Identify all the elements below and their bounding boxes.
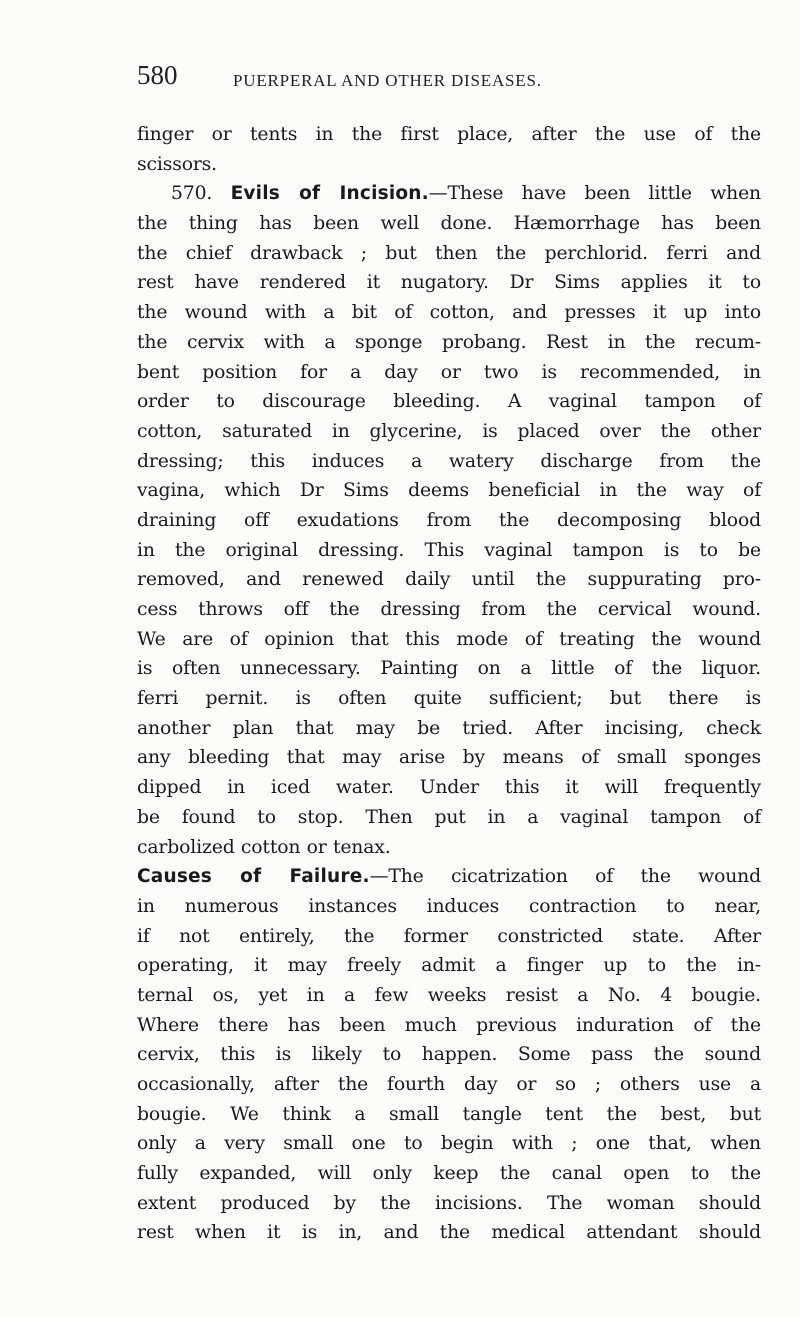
text-line: ternal os, yet in a few weeks resist a No. 4 bougie. [137, 984, 761, 1006]
text-line: bougie. We think a small tangle tent the best, but [137, 1103, 761, 1125]
text-line: cotton, saturated in glycerine, is placed over the other [137, 420, 761, 442]
section-heading-line [137, 179, 761, 209]
text-line: cervix, this is likely to happen. Some pass the sound [137, 1044, 761, 1066]
text-line: extent produced by the incisions. The woman should [137, 1192, 761, 1214]
text-line: draining off exudations from the decomposing blood [137, 509, 761, 531]
text-line: finger or tents in the first place, after the use of the [137, 124, 761, 145]
text-line: Where there has been much previous induration of the [137, 1014, 761, 1036]
text-line: any bleeding that may arise by means of small sponges [137, 747, 761, 769]
section-title: Evils of Incision. [230, 183, 429, 205]
section-number: 570. [171, 183, 213, 205]
text-line: another plan that may be tried. After incising, check [137, 717, 761, 739]
text-line: if not entirely, the former constricted state. After [137, 925, 761, 947]
text-line: be found to stop. Then put in a vaginal tampon of [137, 806, 761, 828]
text-line: ferri pernit. is often quite sufficient; but there is [137, 688, 761, 710]
text-line: in the original dressing. This vaginal tampon is to be [137, 539, 761, 561]
text-line: removed, and renewed daily until the suppurating pro- [137, 569, 761, 591]
page-header [137, 62, 758, 102]
text-line: rest when it is in, and the medical attendant should [137, 1222, 761, 1244]
text-line: occasionally, after the fourth day or so ; others use a [137, 1074, 761, 1095]
text-run: These have been little when [447, 183, 761, 205]
text-line: We are of opinion that this mode of treating the wound [137, 628, 761, 650]
text-line: the chief drawback ; but then the perchlorid. ferri and [137, 242, 761, 264]
text-line: operating, it may freely admit a finger up to the in- [137, 955, 761, 977]
section-title: Causes of Failure. [137, 866, 370, 888]
text-line: the wound with a bit of cotton, and presses it up into [137, 302, 761, 324]
heading-dash: — [369, 866, 389, 888]
text-line: in numerous instances induces contraction to near, [137, 895, 761, 917]
text-line: scissors. [137, 153, 217, 175]
text-line: rest have rendered it nugatory. Dr Sims applies it to [137, 272, 761, 294]
text-line: bent position for a day or two is recommended, in [137, 361, 761, 383]
text-line: the cervix with a sponge probang. Rest in the recum- [137, 331, 761, 353]
text-line: dipped in iced water. Under this it will frequently [137, 777, 761, 799]
section-heading-line [137, 862, 761, 892]
text-line: the thing has been well done. Hæmorrhage has been [137, 213, 761, 235]
text-line: only a very small one to begin with ; one that, when [137, 1133, 761, 1155]
running-title: PUERPERAL AND OTHER DISEASES. [233, 71, 542, 90]
text-line: vagina, which Dr Sims deems beneficial in the way of [137, 480, 761, 502]
body-text [137, 120, 761, 1248]
text-run: The cicatrization of the wound [388, 866, 761, 888]
text-line: cess throws off the dressing from the cervical wound. [137, 599, 761, 620]
text-line: fully expanded, will only keep the canal open to the [137, 1163, 761, 1185]
text-line: dressing; this induces a watery discharge from the [137, 450, 761, 472]
page-number: 580 [137, 60, 178, 90]
text-line: carbolized cotton or tenax. [137, 836, 391, 858]
text-line: order to discourage bleeding. A vaginal tampon of [137, 391, 761, 413]
heading-dash: — [428, 183, 448, 205]
text-line: is often unnecessary. Painting on a little of the liquor. [137, 658, 761, 680]
